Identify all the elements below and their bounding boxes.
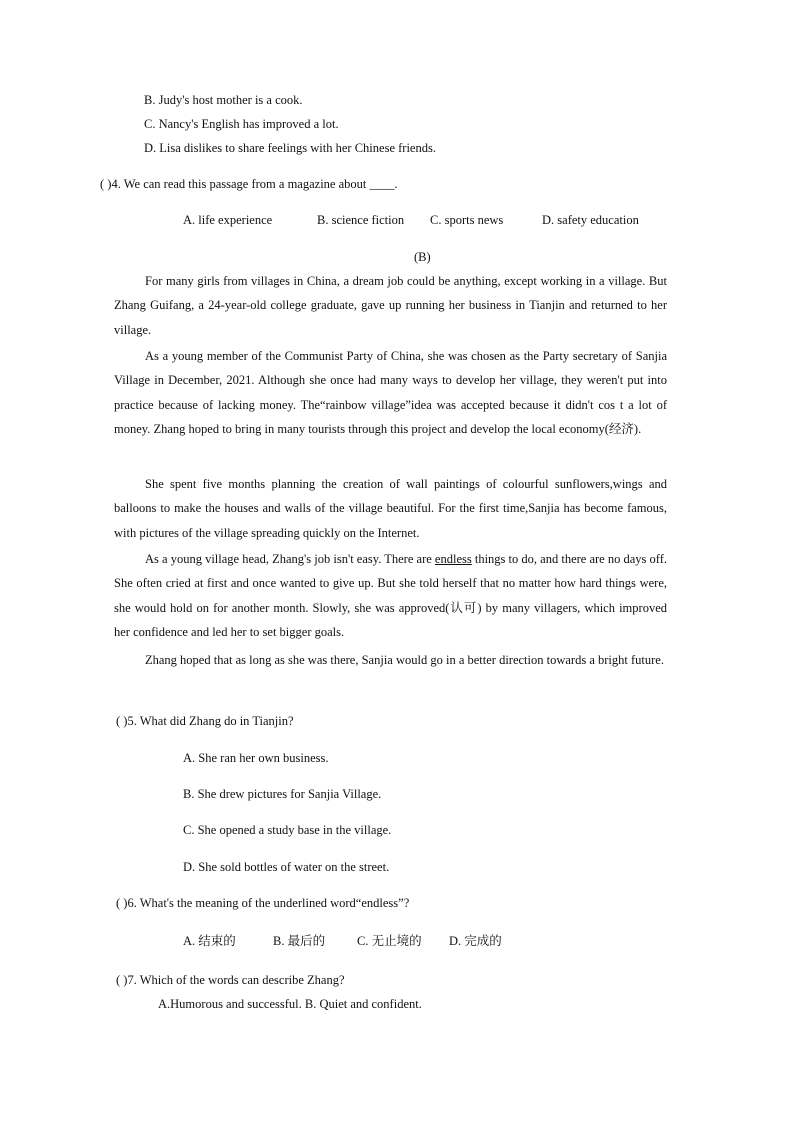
q4-stem: ( )4. We can read this passage from a magazine about ____.	[100, 177, 398, 191]
q7-options: A.Humorous and successful. B. Quiet and confident.	[158, 997, 422, 1011]
q6-option-b: B. 最后的	[273, 934, 326, 948]
q5-option-a: A. She ran her own business.	[183, 751, 329, 765]
q4-option-c: C. sports news	[430, 213, 504, 227]
q6-option-d: D. 完成的	[449, 934, 502, 948]
paragraph-3-text: She spent five months planning the creation of wall paintings of colourful sunflowers,wings and balloons to make the houses and walls of the village beautiful. For the first time,Sanjia has become famous, with pictures of the village spreading quickly on the Internet.	[114, 477, 667, 540]
q5-option-d: D. She sold bottles of water on the street.	[183, 860, 390, 874]
paragraph-2-text: As a young member of the Communist Party of China, she was chosen as the Party secretary of Sanjia Village in December, 2021. Although she once had many ways to develop her village, they weren't put into practice because of lacking money. The“rainbow village”idea was accepted because it didn't cos t a lot of money. Zhang hoped to bring in many tourists through this project and develop the local economy(经济).	[114, 349, 667, 436]
passage-paragraph-2	[114, 344, 667, 441]
q6-option-a: A. 结束的	[183, 934, 236, 948]
passage-paragraph-3	[114, 472, 667, 545]
q6-options	[183, 933, 502, 949]
passage-paragraph-1	[114, 269, 667, 342]
underlined-word-endless: endless	[434, 552, 472, 566]
paragraph-4-end: things to do, and there are no days off. She often cried at first and once wanted to give up. But she told herself that no matter how hard things were, she would hold on for another month. Slowly, she was approved(认可) by many villagers, which improved her confidence and led her to set bigger goals.	[114, 552, 667, 639]
paragraph-1-text: For many girls from villages in China, a dream job could be anything, except working in a village. But Zhang Guifang, a 24-year-old college graduate, gave up running her business in Tianjin and returned to her village.	[114, 274, 667, 337]
q3-option-c: C. Nancy's English has improved a lot.	[144, 117, 339, 131]
q5-option-b: B. She drew pictures for Sanjia Village.	[183, 787, 382, 801]
q6-option-c: C. 无止境的	[357, 934, 422, 948]
paragraph-4-text	[114, 547, 667, 644]
passage-paragraph-4	[114, 547, 667, 644]
q6-stem: ( )6. What's the meaning of the underlined word“endless”?	[116, 896, 410, 910]
q4-options	[183, 212, 639, 228]
paragraph-5-text: Zhang hoped that as long as she was there, Sanjia would go in a better direction towards a bright future.	[145, 653, 664, 667]
q7-stem: ( )7. Which of the words can describe Zhang?	[116, 973, 345, 987]
q3-option-d: D. Lisa dislikes to share feelings with her Chinese friends.	[144, 141, 436, 155]
paragraph-4-start: As a young village head, Zhang's job isn't easy. There are	[145, 552, 435, 566]
q4-option-a: A. life experience	[183, 213, 273, 227]
q5-option-c: C. She opened a study base in the village.	[183, 823, 392, 837]
q4-option-b: B. science fiction	[317, 213, 405, 227]
q4-option-d: D. safety education	[542, 213, 639, 227]
q5-stem: ( )5. What did Zhang do in Tianjin?	[116, 714, 294, 728]
passage-label: (B)	[414, 250, 431, 264]
passage-paragraph-5	[114, 648, 667, 672]
q3-option-b: B. Judy's host mother is a cook.	[144, 93, 303, 107]
